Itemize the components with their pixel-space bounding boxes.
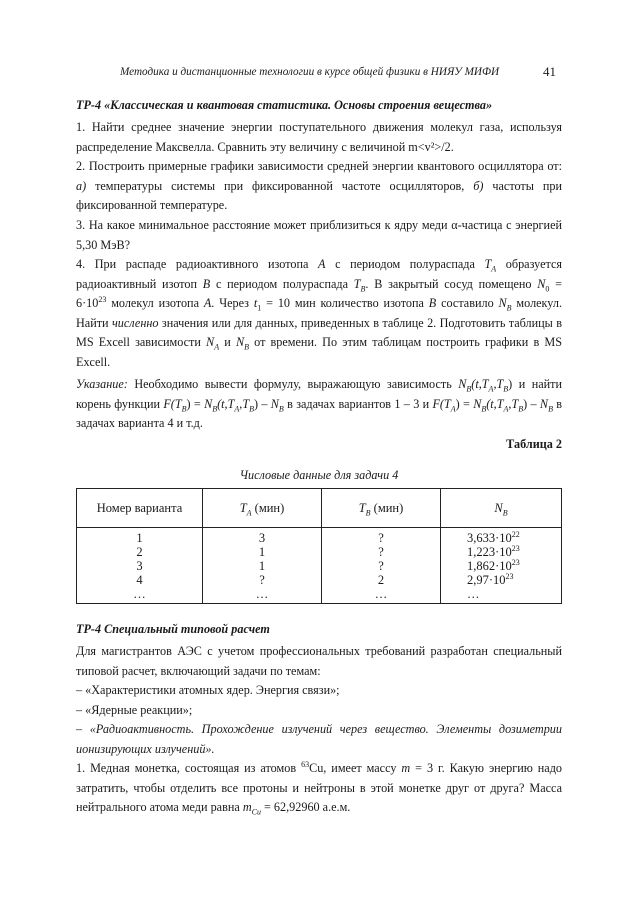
cell-variant: 1 bbox=[77, 528, 203, 546]
table-row bbox=[77, 587, 562, 604]
task-4: 4. При распаде радиоактивного изотопа А с периодом полураспада $T_A$ образуется радиоактивный изотоп B с периодом полураспада $T_B$. В закрытый сосуд помещено $N_0 = 6\cdot 10^{23}$ молекул изотопа А. Через $t_1 = 10$ мин количество изотопа B составило $N_B$ молекул. Найти численно значения или для данных, приведенных в таблице 2. Подготовить таблицы в MS Excell зависимости $N_A$ и $N_B$ от времени. По этим таблицам построить графики в MS Excell. bbox=[76, 257, 563, 369]
table-label: Таблица 2 bbox=[506, 437, 562, 451]
header-nb: $N_B$ bbox=[441, 489, 562, 528]
section2-title: ТР-4 Специальный типовой расчет bbox=[76, 622, 270, 636]
header-variant: Номер варианта bbox=[77, 489, 203, 528]
cell-nb: … bbox=[441, 587, 562, 604]
cell-tb: ? bbox=[322, 528, 441, 546]
cell-variant: 2 bbox=[77, 545, 203, 559]
table-caption: Числовые данные для задачи 4 bbox=[239, 468, 399, 482]
section1-title: ТР-4 «Классическая и квантовая статистика. Основы строения вещества» bbox=[76, 98, 493, 112]
task-4-hint: Указание: Необходимо вывести формулу, выражающую зависимость $N_B(t,T_A,T_B)$ и найти корень функции $F(T_B) = N_B(t,T_A,T_B) - N_B$ в задачах вариантов 1 – 3 и $F(T_A) = N_B(t,T_A,T_B) - N_B$ в задачах варианта 4 и т.д. bbox=[76, 377, 563, 430]
cell-variant: 3 bbox=[77, 559, 203, 573]
cell-nb: $1,223\cdot 10^{23}$ bbox=[441, 545, 562, 559]
task-1: 1. Найти среднее значение энергии поступательного движения молекул газа, используя распределение Максвелла. Сравнить эту величину с величиной m<v²>/2. bbox=[76, 120, 562, 154]
data-table bbox=[76, 488, 562, 604]
table-row bbox=[77, 573, 562, 587]
task-2: 2. Построить примерные графики зависимости средней энергии квантового осциллятора от: а) температуры системы при фиксированной частоте осцилляторов, б) частоты при фиксированной температуре. bbox=[76, 159, 562, 212]
running-title: Методика и дистанционные технологии в курсе общей физики в НИЯУ МИФИ bbox=[120, 66, 500, 78]
table-row bbox=[77, 559, 562, 573]
table-row bbox=[77, 545, 562, 559]
cell-nb: $2,97\cdot 10^{23}$ bbox=[441, 573, 562, 587]
cell-nb: $1,862\cdot 10^{23}$ bbox=[441, 559, 562, 573]
cell-ta: ? bbox=[203, 573, 322, 587]
cell-tb: ? bbox=[322, 559, 441, 573]
cell-variant: 4 bbox=[77, 573, 203, 587]
cell-tb: 2 bbox=[322, 573, 441, 587]
header-ta: $T_A$ (мин) bbox=[203, 489, 322, 528]
header-tb: $T_B$ (мин) bbox=[322, 489, 441, 528]
cell-ta: 1 bbox=[203, 559, 322, 573]
cell-nb: $3,633\cdot 10^{22}$ bbox=[441, 528, 562, 546]
task-3: 3. На какое минимальное расстояние может приблизиться к ядру меди α-частица с энергией 5,30 МэВ? bbox=[76, 218, 562, 252]
cell-ta: … bbox=[203, 587, 322, 604]
cell-tb: … bbox=[322, 587, 441, 604]
section2-task-1: 1. Медная монетка, состоящая из атомов $^{63}$Cu, имеет массу m = 3 г. Какую энергию надо затратить, чтобы отделить все протоны и нейтроны в этой монетке друг от друга? Масса нейтрального атома меди равна $m_{Cu} = 62,92960$ а.е.м. bbox=[76, 759, 563, 817]
topic-2: – «Ядерные реакции»; bbox=[76, 703, 193, 717]
page-number: 41 bbox=[543, 64, 556, 79]
table-header-row bbox=[77, 489, 562, 528]
section2-intro: Для магистрантов АЭС с учетом профессиональных требований разработан специальный типовой расчет, включающий задачи по темам: bbox=[76, 644, 562, 678]
cell-ta: 3 bbox=[203, 528, 322, 546]
cell-tb: ? bbox=[322, 545, 441, 559]
topic-3: – «Радиоактивность. Прохождение излучений через вещество. Элементы дозиметрии ионизирующих излучений». bbox=[76, 722, 562, 756]
cell-ta: 1 bbox=[203, 545, 322, 559]
table-row bbox=[77, 528, 562, 546]
running-header bbox=[76, 66, 562, 84]
cell-variant: … bbox=[77, 587, 203, 604]
topic-1: – «Характеристики атомных ядер. Энергия связи»; bbox=[76, 683, 340, 697]
